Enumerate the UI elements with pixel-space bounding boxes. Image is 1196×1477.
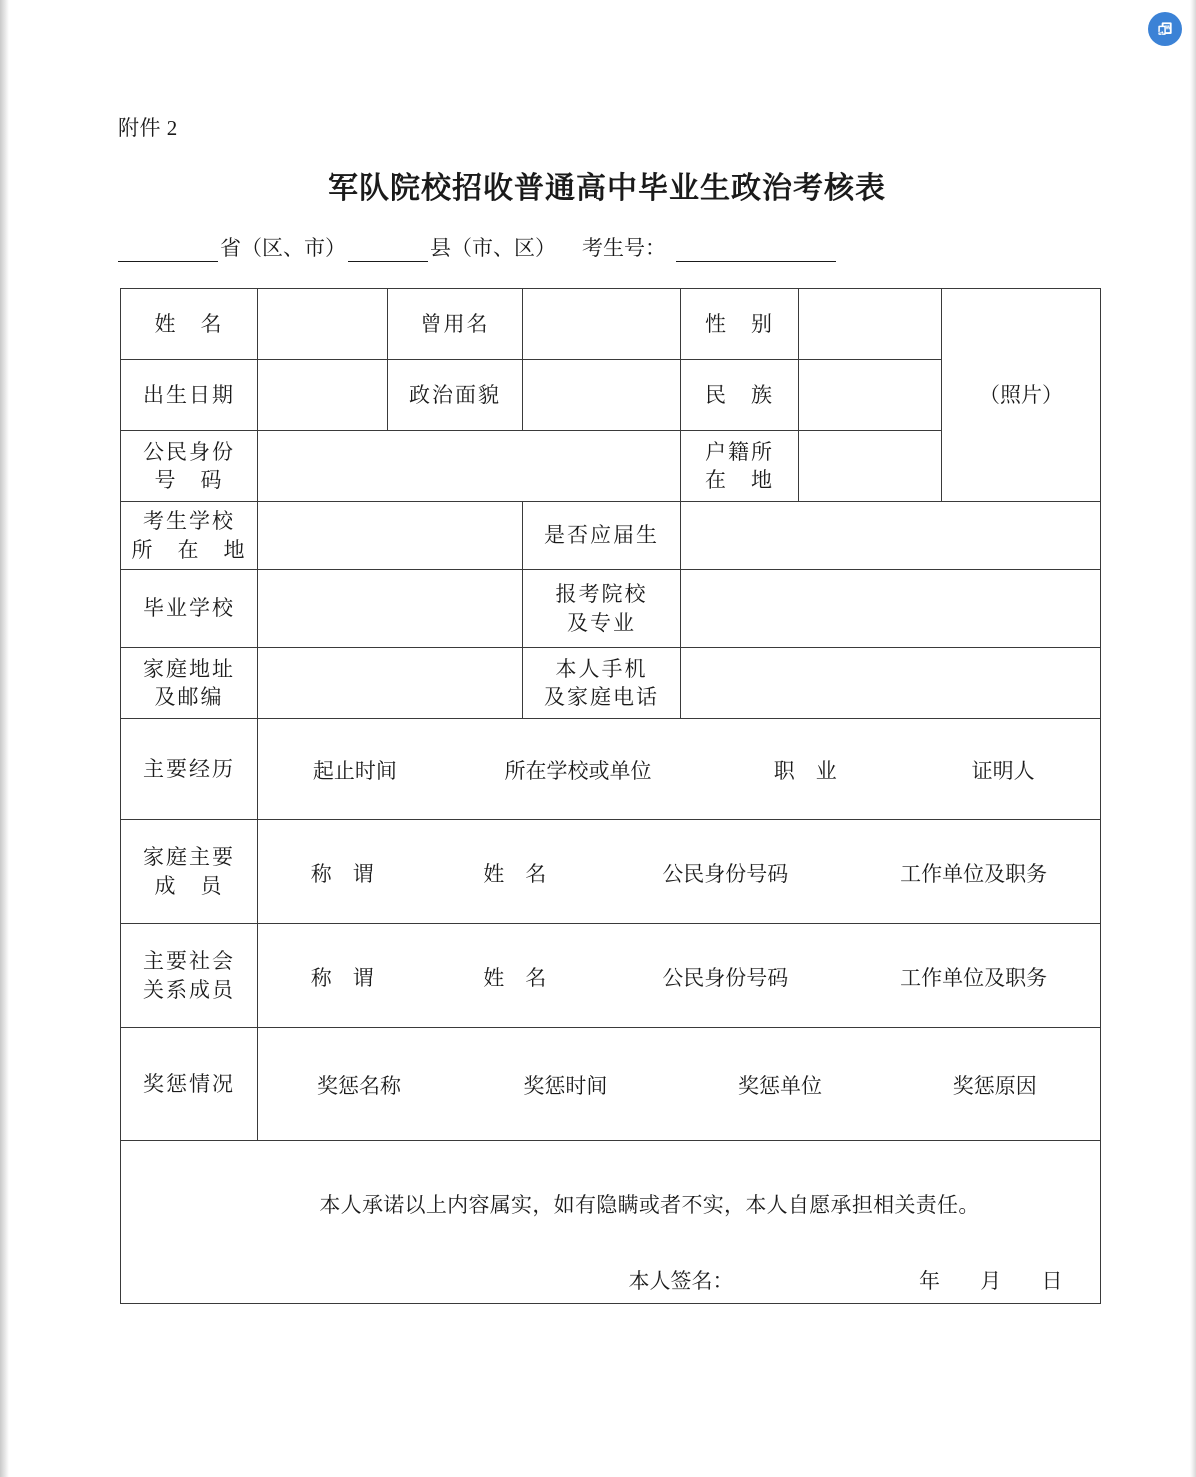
month-label: 月 bbox=[980, 1269, 1002, 1293]
cell-political-status-value[interactable] bbox=[523, 360, 681, 431]
cell-school-location-value[interactable] bbox=[258, 502, 523, 570]
cell-phone-label bbox=[523, 648, 681, 719]
applied-school-line2: 及专业 bbox=[567, 610, 636, 635]
province-blank[interactable] bbox=[118, 241, 218, 262]
cell-applied-school-value[interactable] bbox=[681, 570, 1101, 648]
id-number-label-line1: 公民身份 bbox=[143, 439, 235, 464]
social-column-headers bbox=[258, 959, 1100, 992]
table-row bbox=[121, 820, 1101, 924]
family-col-id-number: 公民身份号码 bbox=[662, 861, 789, 886]
day-label: 日 bbox=[1041, 1269, 1063, 1293]
cell-fresh-graduate-value[interactable] bbox=[681, 502, 1101, 570]
household-label-line1: 户籍所 bbox=[705, 439, 774, 464]
family-col-workplace: 工作单位及职务 bbox=[900, 861, 1048, 886]
cell-birthdate-value[interactable] bbox=[258, 360, 388, 431]
cell-home-address-label bbox=[121, 648, 258, 719]
cell-declaration bbox=[121, 1141, 1101, 1304]
date-fields[interactable] bbox=[902, 1267, 1081, 1295]
experience-col-witness: 证明人 bbox=[971, 759, 1035, 784]
social-col-workplace: 工作单位及职务 bbox=[900, 965, 1048, 990]
applied-school-line1: 报考院校 bbox=[555, 582, 648, 607]
cell-phone-value[interactable] bbox=[681, 648, 1101, 719]
family-col-relation: 称 谓 bbox=[310, 861, 374, 886]
county-suffix-label: 县（市、区） bbox=[430, 236, 556, 260]
social-col-name: 姓 名 bbox=[483, 965, 547, 990]
cell-experience-label: 主要经历 bbox=[121, 719, 258, 820]
school-location-line2: 所 在 地 bbox=[131, 537, 247, 562]
social-col-relation: 称 谓 bbox=[310, 965, 374, 990]
cell-political-status-label: 政治面貌 bbox=[388, 360, 523, 431]
experience-col-period: 起止时间 bbox=[312, 759, 397, 784]
family-label-line1: 家庭主要 bbox=[143, 845, 235, 870]
table-row bbox=[121, 924, 1101, 1028]
cell-former-name-value[interactable] bbox=[523, 289, 681, 360]
table-row bbox=[121, 719, 1101, 820]
experience-column-headers bbox=[258, 752, 1100, 785]
rewards-col-time: 奖惩时间 bbox=[523, 1074, 608, 1099]
social-label-line2: 关系成员 bbox=[143, 977, 235, 1002]
rewards-col-name: 奖惩名称 bbox=[317, 1074, 402, 1099]
cell-graduated-school-label: 毕业学校 bbox=[121, 570, 258, 648]
family-label-line2: 成 员 bbox=[154, 873, 224, 898]
cell-fresh-graduate-label: 是否应届生 bbox=[523, 502, 681, 570]
year-label: 年 bbox=[919, 1269, 940, 1293]
rewards-column-headers bbox=[258, 1067, 1100, 1100]
cell-ethnicity-label: 民 族 bbox=[681, 360, 799, 431]
document-convert-icon[interactable] bbox=[1148, 12, 1182, 46]
cell-ethnicity-value[interactable] bbox=[799, 360, 942, 431]
attachment-label: 附件 2 bbox=[118, 116, 178, 140]
cell-rewards-label: 奖惩情况 bbox=[121, 1028, 258, 1141]
cell-social-label bbox=[121, 924, 258, 1028]
candidate-number-blank[interactable] bbox=[676, 241, 836, 262]
province-suffix-label: 省（区、市） bbox=[220, 236, 346, 260]
home-address-line1: 家庭地址 bbox=[143, 656, 235, 681]
page-title: 军队院校招收普通高中毕业生政治考核表 bbox=[328, 172, 886, 205]
signature-label: 本人签名： bbox=[628, 1269, 734, 1293]
cell-photo-placeholder[interactable]: （照片） bbox=[942, 289, 1101, 502]
phone-label-line2: 及家庭电话 bbox=[544, 685, 659, 709]
cell-household-value[interactable] bbox=[799, 431, 942, 502]
cell-gender-value[interactable] bbox=[799, 289, 942, 360]
cell-former-name-label: 曾用名 bbox=[388, 289, 523, 360]
home-address-line2: 及邮编 bbox=[154, 685, 224, 709]
school-location-line1: 考生学校 bbox=[143, 509, 235, 534]
table-row bbox=[121, 289, 1101, 360]
cell-applied-school-label bbox=[523, 570, 681, 648]
cell-family-label bbox=[121, 820, 258, 924]
phone-label-line1: 本人手机 bbox=[555, 656, 648, 681]
table-row bbox=[121, 1141, 1101, 1304]
cell-rewards-body[interactable] bbox=[258, 1028, 1101, 1141]
signature-row bbox=[121, 1219, 1100, 1295]
location-and-candidate-line bbox=[118, 232, 836, 262]
cell-name-value[interactable] bbox=[258, 289, 388, 360]
cell-birthdate-label: 出生日期 bbox=[121, 360, 258, 431]
family-col-name: 姓 名 bbox=[483, 861, 547, 886]
id-number-label-line2: 号 码 bbox=[154, 468, 224, 492]
household-label-line2: 在 地 bbox=[705, 468, 774, 492]
table-row bbox=[121, 502, 1101, 570]
declaration-text: 本人承诺以上内容属实，如有隐瞒或者不实，本人自愿承担相关责任。 bbox=[319, 1192, 980, 1217]
political-assessment-table bbox=[120, 288, 1101, 1304]
social-col-id-number: 公民身份号码 bbox=[662, 965, 789, 990]
candidate-number-label: 考生号： bbox=[582, 236, 666, 260]
table-row bbox=[121, 648, 1101, 719]
experience-col-occupation: 职 业 bbox=[773, 759, 837, 784]
cell-gender-label: 性 别 bbox=[681, 289, 799, 360]
table-row bbox=[121, 1028, 1101, 1141]
cell-experience-body[interactable] bbox=[258, 719, 1101, 820]
cell-name-label: 姓 名 bbox=[121, 289, 258, 360]
cell-id-number-value[interactable] bbox=[258, 431, 681, 502]
experience-col-organization: 所在学校或单位 bbox=[504, 759, 652, 784]
rewards-col-unit: 奖惩单位 bbox=[738, 1074, 823, 1099]
county-blank[interactable] bbox=[348, 241, 428, 262]
cell-household-label bbox=[681, 431, 799, 502]
cell-home-address-value[interactable] bbox=[258, 648, 523, 719]
cell-social-body[interactable] bbox=[258, 924, 1101, 1028]
family-column-headers bbox=[258, 855, 1100, 888]
cell-id-number-label bbox=[121, 431, 258, 502]
social-label-line1: 主要社会 bbox=[143, 949, 235, 974]
table-row bbox=[121, 570, 1101, 648]
cell-family-body[interactable] bbox=[258, 820, 1101, 924]
rewards-col-reason: 奖惩原因 bbox=[952, 1074, 1037, 1099]
cell-school-location-label bbox=[121, 502, 258, 570]
cell-graduated-school-value[interactable] bbox=[258, 570, 523, 648]
